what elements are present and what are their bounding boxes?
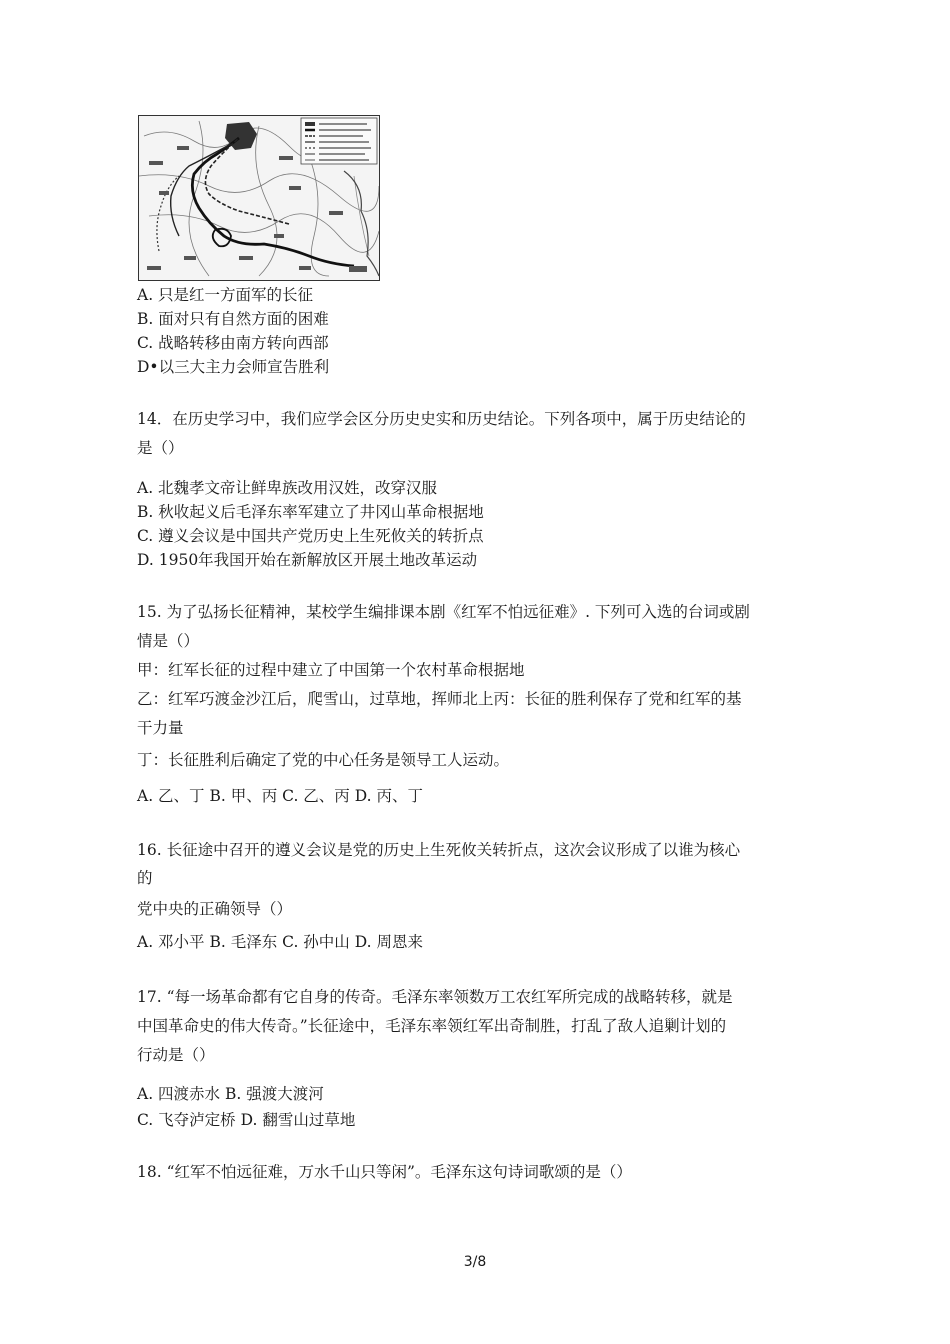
q15-item-yi-cont: 干力量: [137, 719, 184, 737]
q13-option-b: B. 面对只有自然方面的困难: [137, 310, 329, 328]
q18-stem-line1: 18. “红军不怕远征难，万水千山只等闲”。毛泽东这句诗词歌颂的是（）: [137, 1163, 632, 1181]
q17-options-line1: A. 四渡赤水 B. 强渡大渡河: [137, 1085, 324, 1103]
q13-option-c: C. 战略转移由南方转向西部: [137, 334, 329, 352]
long-march-map: [138, 115, 380, 281]
q14-stem-line1: 14．在历史学习中，我们应学会区分历史史实和历史结论。下列各项中，属于历史结论的: [137, 410, 746, 428]
q17-options-line2: C. 飞夺泸定桥 D. 翻雪山过草地: [137, 1111, 356, 1129]
q14-stem-line2: 是（）: [137, 439, 184, 457]
q14-option-b: B. 秋收起义后毛泽东率军建立了井冈山革命根据地: [137, 503, 484, 521]
q16-options: A. 邓小平 B. 毛泽东 C. 孙中山 D. 周恩来: [137, 933, 423, 951]
q16-stem-line2: 的: [137, 869, 153, 887]
q17-stem-line3: 行动是（）: [137, 1046, 215, 1064]
q15-item-ding: 丁：长征胜利后确定了党的中心任务是领导工人运动。: [137, 751, 510, 769]
map-illustration: [139, 116, 379, 280]
q15-item-jia: 甲：红军长征的过程中建立了中国第一个农村革命根据地: [137, 661, 525, 679]
q17-stem-line1: 17. “每一场革命都有它自身的传奇。毛泽东率领数万工农红军所完成的战略转移，就是: [137, 988, 733, 1006]
q17-stem-line2: 中国革命史的伟大传奇。”长征途中，毛泽东率领红军出奇制胜，打乱了敌人追剿计划的: [137, 1017, 727, 1035]
q15-item-yi: 乙：红军巧渡金沙江后，爬雪山，过草地，挥师北上丙：长征的胜利保存了党和红军的基: [137, 690, 742, 708]
page-number: 3/8: [463, 1254, 487, 1270]
q16-stem-line3: 党中央的正确领导（）: [137, 900, 293, 918]
q14-option-a: A. 北魏孝文帝让鲜卑族改用汉姓，改穿汉服: [137, 479, 438, 497]
q13-option-a: A. 只是红一方面军的长征: [137, 286, 314, 304]
q14-option-c: C. 遵义会议是中国共产党历史上生死攸关的转折点: [137, 527, 484, 545]
q15-stem-line2: 情是（）: [137, 632, 200, 650]
q13-option-d: D•以三大主力会师宣告胜利: [137, 358, 330, 376]
q14-option-d: D. 1950年我国开始在新解放区开展土地改革运动: [137, 551, 478, 569]
q15-options: A. 乙、丁 B. 甲、丙 C. 乙、丙 D. 丙、丁: [137, 787, 423, 805]
q15-stem-line1: 15. 为了弘扬长征精神，某校学生编排课本剧《红军不怕远征难》. 下列可入选的台词或剧: [137, 603, 750, 621]
q16-stem-line1: 16. 长征途中召开的遵义会议是党的历史上生死攸关转折点，这次会议形成了以谁为核心: [137, 841, 741, 859]
